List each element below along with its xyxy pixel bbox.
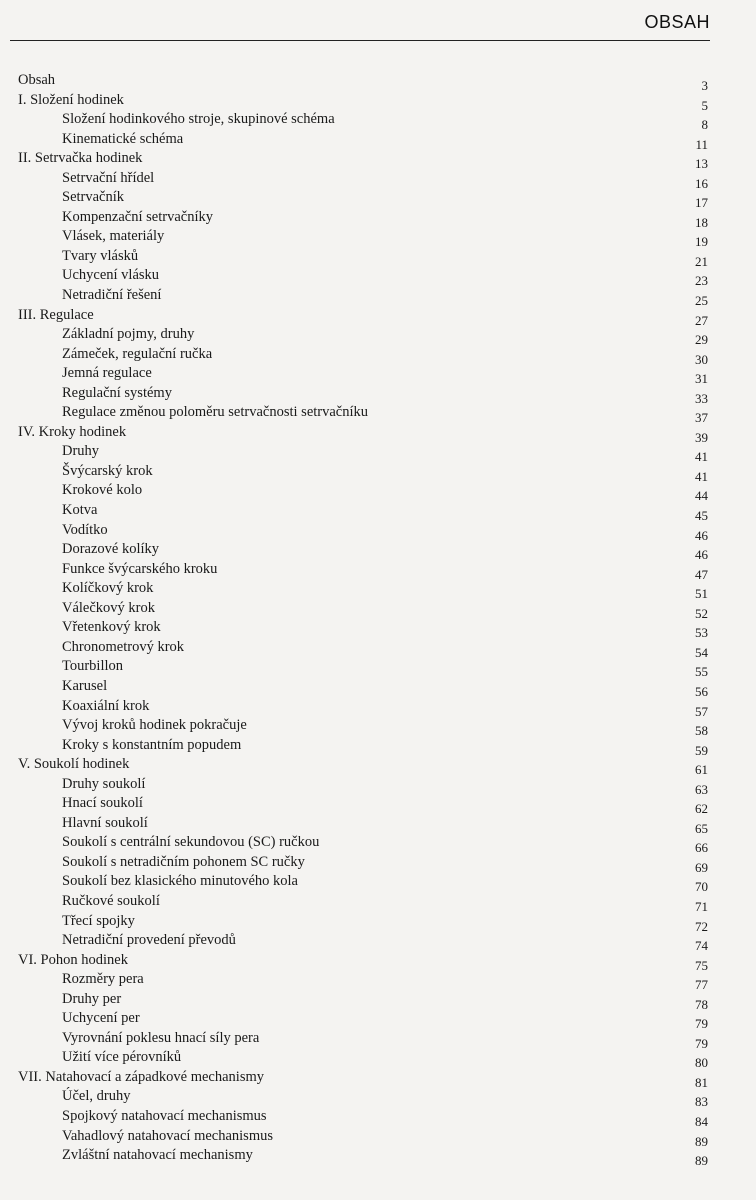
toc-label: IV. Kroky hodinek [18, 423, 127, 440]
toc-entry [18, 188, 708, 211]
toc-page-number: 56 [695, 683, 708, 699]
toc-entry [18, 1048, 708, 1071]
toc-page-number: 57 [695, 703, 708, 719]
toc-page-number: 11 [695, 136, 708, 152]
toc-entry [18, 872, 708, 895]
toc-entry [18, 1009, 708, 1032]
toc-label: Třecí spojky [62, 912, 135, 929]
toc-entry [18, 638, 708, 658]
toc-page-number: 74 [695, 938, 708, 954]
toc-entry [18, 521, 708, 541]
toc-entry [18, 345, 708, 365]
toc-page-number: 23 [695, 273, 708, 289]
toc-page-number: 80 [695, 1055, 708, 1071]
toc-label: Regulační systémy [62, 384, 172, 401]
toc-label: Hnací soukolí [62, 795, 143, 812]
toc-page-number: 13 [695, 156, 708, 172]
toc-page-number: 70 [695, 879, 708, 895]
toc-label: Funkce švýcarského kroku [62, 560, 218, 577]
toc-page-number: 81 [695, 1074, 708, 1090]
toc-label: Zvláštní natahovací mechanismy [62, 1147, 253, 1164]
toc-entry [18, 540, 708, 563]
toc-label: Obsah [18, 72, 56, 88]
toc-page-number: 89 [695, 1133, 708, 1149]
toc-chapter [18, 306, 708, 326]
toc-label: Ručkové soukolí [62, 892, 160, 909]
toc-page-number: 3 [701, 78, 708, 93]
toc-page-number: 66 [695, 840, 708, 856]
toc-entry [18, 775, 708, 795]
toc-label: Koaxiální krok [62, 697, 150, 714]
toc-page-number: 41 [695, 449, 708, 465]
toc-page-number: 52 [695, 605, 708, 621]
toc-label: Druhy [62, 443, 100, 460]
toc-label: Druhy soukolí [62, 775, 146, 792]
toc-entry [18, 364, 708, 387]
toc-label: Uchycení per [62, 1010, 140, 1027]
toc-chapter [18, 1068, 708, 1088]
toc-page-number: 8 [701, 117, 708, 133]
toc-label: Účel, druhy [62, 1088, 131, 1105]
toc-entry [18, 286, 708, 309]
toc-entry [18, 384, 708, 404]
table-of-contents [18, 71, 708, 1169]
toc-label: Netradiční provedení převodů [62, 932, 236, 949]
toc-label: Válečkový krok [62, 599, 156, 616]
toc-page-number: 71 [695, 898, 708, 914]
toc-page-number: 29 [695, 332, 708, 348]
toc-label: Soukolí bez klasického minutového kola [62, 873, 298, 890]
toc-entry [18, 736, 708, 756]
toc-page-number: 79 [695, 1035, 708, 1051]
toc-label: Švýcarský krok [62, 462, 153, 479]
toc-label: Základní pojmy, druhy [62, 326, 195, 343]
toc-entry [18, 579, 708, 602]
toc-label: Tvary vlásků [62, 247, 139, 264]
toc-page-number: 37 [695, 410, 708, 426]
toc-label: Soukolí s netradičním pohonem SC ručky [62, 853, 305, 870]
toc-label: Soukolí s centrální sekundovou (SC) ručkou [62, 834, 320, 851]
toc-entry [18, 853, 708, 873]
toc-label: Rozměry pera [62, 971, 144, 988]
toc-chapter [18, 71, 708, 91]
toc-page-number: 61 [695, 762, 708, 778]
toc-entry [18, 931, 708, 954]
toc-label: Kinematické schéma [62, 130, 184, 147]
toc-label: Vyrovnání poklesu hnací síly pera [62, 1029, 260, 1046]
toc-entry [18, 227, 708, 250]
toc-page-number: 44 [695, 488, 708, 504]
toc-entry [18, 618, 708, 641]
toc-entry [18, 247, 708, 267]
toc-label: I. Složení hodinek [18, 91, 124, 108]
toc-chapter [18, 951, 708, 971]
toc-label: Regulace změnou poloměru setrvačnosti setrvačníku [62, 404, 369, 421]
toc-page-number: 79 [695, 1016, 708, 1032]
toc-label: Zámeček, regulační ručka [62, 345, 213, 362]
toc-label: Vřetenkový krok [62, 619, 161, 636]
toc-entry [18, 501, 708, 524]
toc-page-number: 25 [695, 293, 708, 309]
toc-page-number: 53 [695, 625, 708, 641]
toc-chapter [18, 755, 708, 778]
toc-page-number: 46 [695, 547, 708, 563]
toc-entry [18, 325, 708, 348]
toc-page-number: 75 [695, 957, 708, 973]
toc-entry [18, 833, 708, 856]
toc-page-number: 5 [701, 97, 708, 113]
toc-page-number: 31 [695, 371, 708, 387]
toc-label: Tourbillon [62, 658, 124, 675]
toc-entry [18, 990, 708, 1010]
toc-entry [18, 442, 708, 465]
toc-page-number: 16 [695, 175, 708, 191]
toc-page-number: 77 [695, 977, 708, 993]
toc-chapter [18, 149, 708, 172]
toc-entry [18, 677, 708, 697]
toc-entry [18, 403, 708, 426]
toc-page-number: 62 [695, 801, 708, 817]
toc-entry [18, 1127, 708, 1147]
toc-label: Setrvačník [62, 189, 125, 206]
toc-label: III. Regulace [18, 306, 94, 323]
toc-label: Karusel [62, 677, 108, 694]
toc-label: Uchycení vlásku [62, 267, 160, 284]
page-header [10, 0, 710, 41]
toc-page-number: 65 [695, 820, 708, 836]
toc-label: Jemná regulace [62, 365, 152, 382]
toc-label: V. Soukolí hodinek [18, 756, 130, 773]
toc-label: VI. Pohon hodinek [18, 951, 128, 968]
toc-entry [18, 266, 708, 289]
toc-page-number: 83 [695, 1094, 708, 1110]
toc-page-number: 30 [695, 351, 708, 367]
toc-label: Hlavní soukolí [62, 814, 148, 831]
toc-entry [18, 657, 708, 680]
toc-page-number: 63 [695, 781, 708, 797]
toc-chapter [18, 423, 708, 443]
page-title: OBSAH [644, 12, 710, 32]
toc-page-number: 18 [695, 214, 708, 230]
toc-page-number: 27 [695, 312, 708, 328]
toc-label: Spojkový natahovací mechanismus [62, 1107, 267, 1124]
toc-entry [18, 1146, 708, 1169]
toc-page-number: 33 [695, 390, 708, 406]
toc-page-number: 54 [695, 644, 708, 660]
toc-entry [18, 462, 708, 482]
toc-chapter [18, 91, 708, 111]
toc-label: Kolíčkový krok [62, 580, 154, 597]
toc-entry [18, 1107, 708, 1127]
toc-label: Užití více pérovníků [62, 1049, 182, 1066]
toc-page-number: 69 [695, 859, 708, 875]
toc-label: Složení hodinkového stroje, skupinové schéma [62, 111, 335, 128]
toc-page-number: 39 [695, 429, 708, 445]
toc-entry [18, 697, 708, 717]
toc-entry [18, 716, 708, 739]
toc-page-number: 89 [695, 1153, 708, 1169]
toc-label: II. Setrvačka hodinek [18, 150, 143, 167]
toc-label: Druhy per [62, 990, 122, 1007]
toc-page-number: 19 [695, 234, 708, 250]
toc-page-number: 17 [695, 195, 708, 211]
toc-entry [18, 481, 708, 504]
toc-label: Vahadlový natahovací mechanismus [62, 1127, 273, 1144]
toc-label: Vodítko [62, 521, 108, 538]
toc-entry [18, 1029, 708, 1049]
toc-entry [18, 912, 708, 932]
toc-label: Vlásek, materiály [62, 228, 165, 245]
toc-page-number: 46 [695, 527, 708, 543]
toc-entry [18, 892, 708, 912]
toc-page-number: 47 [695, 566, 708, 582]
toc-entry [18, 110, 708, 133]
toc-label: Kompenzační setrvačníky [62, 208, 213, 225]
toc-label: Dorazové kolíky [62, 541, 160, 558]
toc-label: VII. Natahovací a západkové mechanismy [18, 1068, 264, 1085]
toc-entry [18, 560, 708, 580]
toc-entry [18, 814, 708, 834]
toc-entry [18, 169, 708, 189]
toc-label: Netradiční řešení [62, 287, 162, 304]
toc-page-number: 78 [695, 996, 708, 1012]
toc-page-number: 21 [695, 253, 708, 269]
toc-page-number: 59 [695, 742, 708, 758]
toc-label: Chronometrový krok [62, 638, 185, 655]
toc-label: Kotva [62, 502, 98, 519]
toc-entry [18, 599, 708, 619]
toc-page-number: 45 [695, 508, 708, 524]
toc-page-number: 58 [695, 723, 708, 739]
toc-entry [18, 794, 708, 817]
toc-label: Setrvační hřídel [62, 169, 155, 186]
toc-entry [18, 1087, 708, 1110]
toc-label: Krokové kolo [62, 482, 143, 499]
toc-label: Kroky s konstantním popudem [62, 736, 242, 753]
toc-page-number: 84 [695, 1113, 708, 1129]
toc-page-number: 72 [695, 918, 708, 934]
toc-entry [18, 970, 708, 993]
toc-page-number: 51 [695, 586, 708, 602]
toc-entry [18, 208, 708, 228]
toc-entry [18, 130, 708, 150]
toc-page-number: 41 [695, 468, 708, 484]
toc-page-number: 55 [695, 664, 708, 680]
toc-label: Vývoj kroků hodinek pokračuje [62, 717, 247, 734]
